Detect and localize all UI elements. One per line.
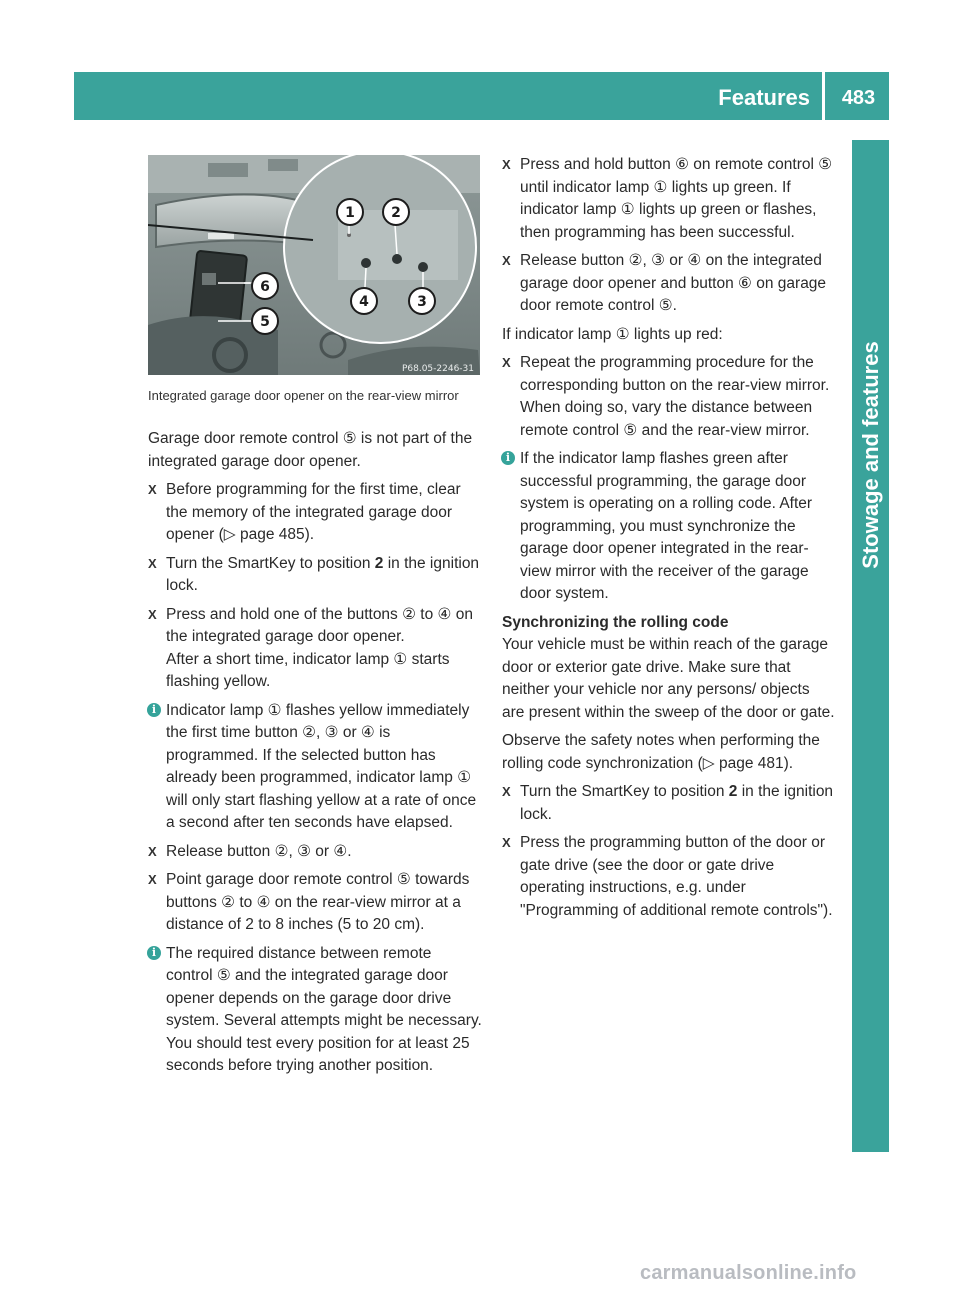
info-note: i Indicator lamp ① flashes yellow immediately the first time button ②, ③ or ④ is programmed. If the selected button has already been programmed, indicator lamp ① will only start flashing yellow at a rate of once a second after ten seconds have elapsed. [148,700,482,835]
step-item: X Press and hold button ⑥ on remote control ⑤ until indicator lamp ① lights up green. If indicator lamp ① lights up green or flashes, then programming has been successful. [502,156,833,241]
step-marker: X [502,784,511,799]
section-title: Features [718,85,810,110]
left-column [148,428,482,1084]
step-item: X Turn the SmartKey to position 2 in the ignition lock. [502,783,834,823]
step-marker: X [502,835,511,850]
callout-1: 1 [345,205,355,221]
step-marker: X [148,843,157,859]
figure-caption: Integrated garage door opener on the rear-view mirror [148,388,459,403]
step-item: X Release button ②, ③ or ④. [148,841,482,864]
info-note: i The required distance between remote control ⑤ and the integrated garage door opener depends on the garage door drive system. Several attempts might be necessary. You should test every position for at least 25 seconds before trying another position. [148,943,482,1078]
footer-watermark[interactable]: carmanualsonline.info [640,1262,857,1284]
info-icon: i [501,451,515,465]
step-item: X Turn the SmartKey to position 2 in the ignition lock. [148,554,480,594]
side-tab-label: Stowage and features [857,341,883,569]
intro-paragraph: Garage door remote control ⑤ is not part of the integrated garage door opener. [148,430,473,470]
callout-3: 3 [417,294,427,310]
step-item: X Press the programming button of the door or gate drive (see the door or gate drive operating instructions, e.g. under "Programming of additional remote controls"). [502,834,833,919]
step-item: X Press and hold one of the buttons ② to ④ on the integrated garage door opener. After a short time, indicator lamp ① starts flashing yellow. [148,605,473,690]
callout-5: 5 [260,314,270,330]
page-number: 483 [841,87,876,109]
step-marker: X [502,253,511,268]
step-marker: X [148,872,157,887]
step-item: X Release button ②, ③ or ④ on the integrated garage door opener and button ⑥ on garage door remote control ⑤. [502,252,827,314]
section-heading: Synchronizing the rolling code [502,613,729,631]
step-marker: X [148,606,157,622]
figure-mirror-photo [148,155,480,375]
info-icon: i [147,703,161,717]
callout-6: 6 [260,279,270,295]
photo-code: P68.05-2246-31 [401,364,474,374]
callout-2: 2 [391,205,401,221]
paragraph: Observe the safety notes when performing the rolling code synchronization (▷ page 481). [502,732,820,772]
step-marker: X [502,157,511,172]
header-divider [822,72,825,120]
callout-4: 4 [359,294,369,310]
info-icon: i [147,946,161,960]
paragraph: Your vehicle must be within reach of the garage door or exterior gate drive. Make sure that neither your vehicle nor any persons/ objects are present within the sweep of the door or gate. [502,636,835,721]
paragraph: If indicator lamp ① lights up red: [502,325,723,343]
step-marker: X [148,555,157,571]
step-marker: X [502,355,511,370]
step-item: X Point garage door remote control ⑤ towards buttons ② to ④ on the rear-view mirror at a distance of 2 to 8 inches (5 to 20 cm). [148,871,470,933]
garage-opener-illustration [148,155,480,375]
step-marker: X [148,482,157,497]
info-note: i If the indicator lamp flashes green after successful programming, the garage door system is operating on a rolling code. After programming, you must synchronize the garage door opener integrated in the rear-view mirror with the receiver of the garage door system. [502,448,835,606]
step-item: X Before programming for the first time, clear the memory of the integrated garage door opener (▷ page 485). [148,481,461,543]
right-column [502,154,835,928]
step-item: X Repeat the programming procedure for the corresponding button on the rear-view mirror. When doing so, vary the distance between remote control ⑤ and the rear-view mirror. [502,354,830,439]
page-header [74,72,889,120]
